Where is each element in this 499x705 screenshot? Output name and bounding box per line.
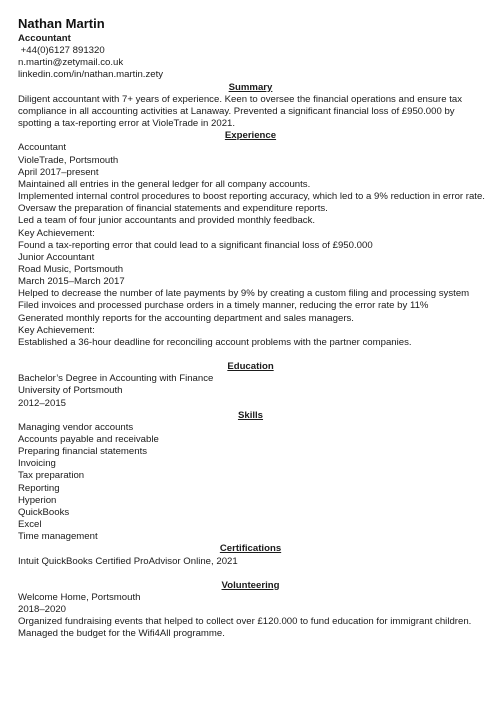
education-dates: 2012–2015 bbox=[18, 397, 67, 409]
experience-heading: Experience bbox=[224, 130, 277, 142]
skill-item: Hyperion bbox=[18, 494, 57, 506]
volunteer-organization: Welcome Home, Portsmouth bbox=[18, 591, 141, 603]
candidate-title: Accountant bbox=[18, 33, 71, 44]
achievement-label: Key Achievement: bbox=[18, 227, 95, 239]
skill-item: Accounts payable and receivable bbox=[18, 434, 159, 445]
job-duty: Oversaw the preparation of financial statements and expenditure reports. bbox=[18, 203, 328, 215]
skill-item: Preparing financial statements bbox=[18, 446, 148, 458]
job-title: Accountant bbox=[18, 142, 67, 154]
volunteering-heading: Volunteering bbox=[221, 579, 280, 591]
skill-item: QuickBooks bbox=[18, 506, 70, 518]
job-duty: Filed invoices and processed purchase orders in a timely manner, reducing the error rate by 11% bbox=[18, 300, 429, 312]
job-dates: March 2015–March 2017 bbox=[18, 276, 125, 288]
summary-section bbox=[18, 82, 483, 131]
summary-text: Diligent accountant with 7+ years of experience. Keen to oversee the financial operations and ensure tax compliance in all accounting activities at Lanaway. Prevented a significant financial loss of £950.000 by spotting a tax-reporting error at VioleTrade in 2021. bbox=[18, 93, 462, 130]
skill-item: Reporting bbox=[18, 482, 60, 494]
volunteer-dates: 2018–2020 bbox=[18, 604, 67, 616]
linkedin-url: linkedin.com/in/nathan.martin.zety bbox=[18, 69, 164, 81]
skill-item: Invoicing bbox=[18, 458, 56, 470]
resume-page bbox=[18, 16, 483, 641]
skill-item: Excel bbox=[18, 519, 42, 531]
job-entry bbox=[18, 142, 483, 251]
job-dates: April 2017–present bbox=[18, 166, 99, 178]
summary-heading: Summary bbox=[228, 81, 273, 93]
job-duty: Led a team of four junior accountants and provided monthly feedback. bbox=[18, 215, 316, 227]
job-company: Road Music, Portsmouth bbox=[18, 263, 124, 275]
volunteer-item: Managed the budget for the Wifi4All programme. bbox=[18, 628, 225, 640]
achievement-label: Key Achievement: bbox=[18, 324, 95, 336]
volunteering-section bbox=[18, 580, 483, 641]
skill-item: Time management bbox=[18, 531, 98, 543]
education-section bbox=[18, 361, 483, 410]
resume-header bbox=[18, 16, 483, 82]
section-spacer bbox=[18, 568, 483, 580]
achievement-text: Established a 36-hour deadline for reconciling account problems with the partner companies. bbox=[18, 336, 412, 348]
phone-number: +44(0)6127 891320 bbox=[18, 45, 105, 57]
achievement-text: Found a tax-reporting error that could lead to a significant financial loss of £950.000 bbox=[18, 239, 373, 251]
job-entry bbox=[18, 252, 483, 349]
experience-section bbox=[18, 130, 483, 349]
certifications-heading: Certifications bbox=[219, 543, 282, 555]
section-spacer bbox=[18, 349, 483, 361]
skill-item: Managing vendor accounts bbox=[18, 421, 134, 433]
skills-section bbox=[18, 410, 483, 544]
skills-heading: Skills bbox=[237, 409, 264, 421]
skill-item: Tax preparation bbox=[18, 470, 85, 482]
education-heading: Education bbox=[227, 361, 274, 373]
job-title: Junior Accountant bbox=[18, 251, 95, 263]
degree: Bachelor’s Degree in Accounting with Finance bbox=[18, 373, 214, 385]
job-duty: Implemented internal control procedures to boost reporting accuracy, which led to a 9% reduction in error rate. bbox=[18, 191, 485, 203]
job-duty: Generated monthly reports for the accounting department and sales managers. bbox=[18, 312, 354, 324]
email-address: n.martin@zetymail.co.uk bbox=[18, 57, 124, 69]
certifications-section bbox=[18, 543, 483, 567]
job-duty: Maintained all entries in the general ledger for all company accounts. bbox=[18, 178, 311, 190]
school: University of Portsmouth bbox=[18, 385, 123, 397]
job-duty: Helped to decrease the number of late payments by 9% by creating a custom filing and processing system bbox=[18, 288, 470, 300]
candidate-name: Nathan Martin bbox=[18, 16, 105, 31]
job-company: VioleTrade, Portsmouth bbox=[18, 154, 119, 166]
volunteer-item: Organized fundraising events that helped to collect over £120.000 to fund education for immigrant children. bbox=[18, 616, 472, 628]
certification-item: Intuit QuickBooks Certified ProAdvisor Online, 2021 bbox=[18, 555, 238, 567]
